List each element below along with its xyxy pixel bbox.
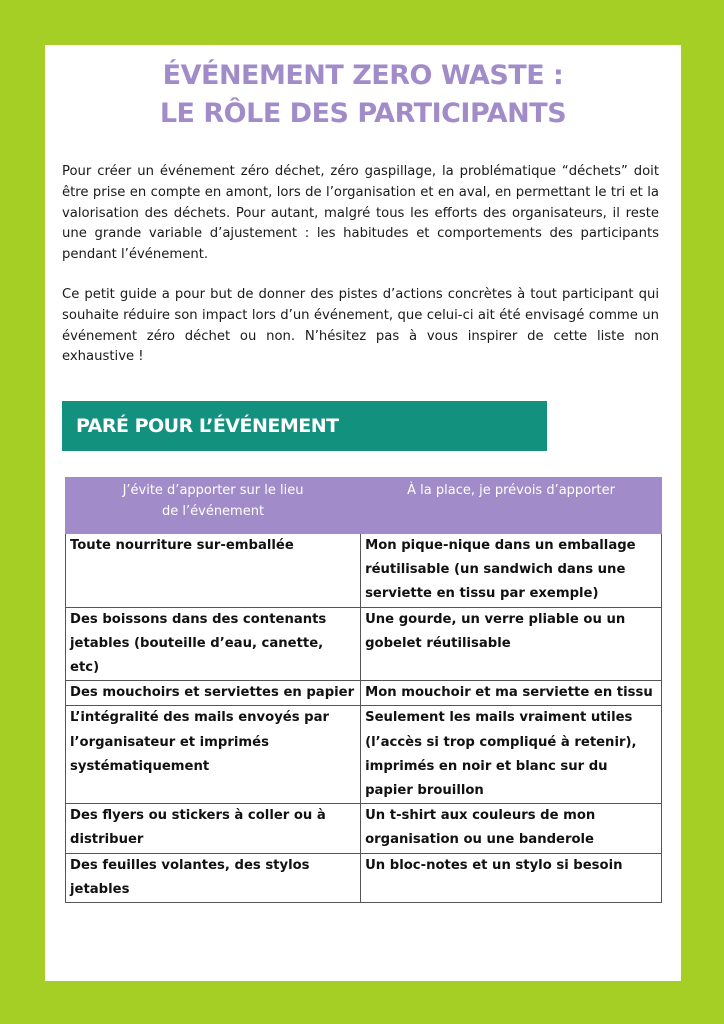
cell-instead: Un bloc-notes et un stylo si besoin bbox=[361, 853, 662, 902]
table-row bbox=[66, 853, 662, 902]
table-header-row bbox=[66, 478, 662, 534]
cell-instead: Une gourde, un verre pliable ou un gobelet réutilisable bbox=[361, 607, 662, 681]
cell-avoid: Des boissons dans des contenants jetables (bouteille d’eau, canette, etc) bbox=[66, 607, 361, 681]
table-row bbox=[66, 706, 662, 804]
cell-instead: Seulement les mails vraiment utiles (l’accès si trop compliqué à retenir), imprimés en noir et blanc sur du papier brouillon bbox=[361, 706, 662, 804]
table-row bbox=[66, 534, 662, 608]
table-row bbox=[66, 607, 662, 681]
cell-avoid: L’intégralité des mails envoyés par l’organisateur et imprimés systématiquement bbox=[66, 706, 361, 804]
intro-paragraph-1: Pour créer un événement zéro déchet, zéro gaspillage, la problématique “déchets” doit être prise en compte en amont, lors de l’organisation et en aval, en permettant le tri et la valorisation des déchets. Pour autant, malgré tous les efforts des organisateurs, il reste une grande variable d’ajustement : les habitudes et comportements des participants pendant l’événement. bbox=[62, 164, 659, 263]
intro-paragraph-2: Ce petit guide a pour but de donner des pistes d’actions concrètes à tout participant qui souhaite réduire son impact lors d’un événement, que celui-ci ait été envisagé comme un événement zéro déchet ou non. N’hésitez pas à vous inspirer de cette liste non exhaustive ! bbox=[62, 287, 659, 365]
section-heading: PARÉ POUR L’ÉVÉNEMENT bbox=[62, 401, 547, 451]
cell-avoid: Des feuilles volantes, des stylos jetables bbox=[66, 853, 361, 902]
cell-avoid: Toute nourriture sur-emballée bbox=[66, 534, 361, 608]
guide-table bbox=[65, 477, 662, 903]
cell-instead: Mon mouchoir et ma serviette en tissu bbox=[361, 681, 662, 706]
document-page bbox=[45, 45, 681, 981]
cell-avoid: Des flyers ou stickers à coller ou à distribuer bbox=[66, 804, 361, 853]
page-title bbox=[45, 57, 681, 133]
cell-instead: Mon pique-nique dans un emballage réutilisable (un sandwich dans une serviette en tissu par exemple) bbox=[361, 534, 662, 608]
header-avoid: J’évite d’apporter sur le lieu de l’événement bbox=[66, 478, 361, 534]
header-instead: À la place, je prévois d’apporter bbox=[361, 478, 662, 534]
table-row bbox=[66, 804, 662, 853]
table-row bbox=[66, 681, 662, 706]
title-line-1: ÉVÉNEMENT ZERO WASTE : bbox=[162, 60, 564, 91]
cell-instead: Un t-shirt aux couleurs de mon organisation ou une banderole bbox=[361, 804, 662, 853]
cell-avoid: Des mouchoirs et serviettes en papier bbox=[66, 681, 361, 706]
title-line-2: LE RÔLE DES PARTICIPANTS bbox=[159, 98, 567, 129]
